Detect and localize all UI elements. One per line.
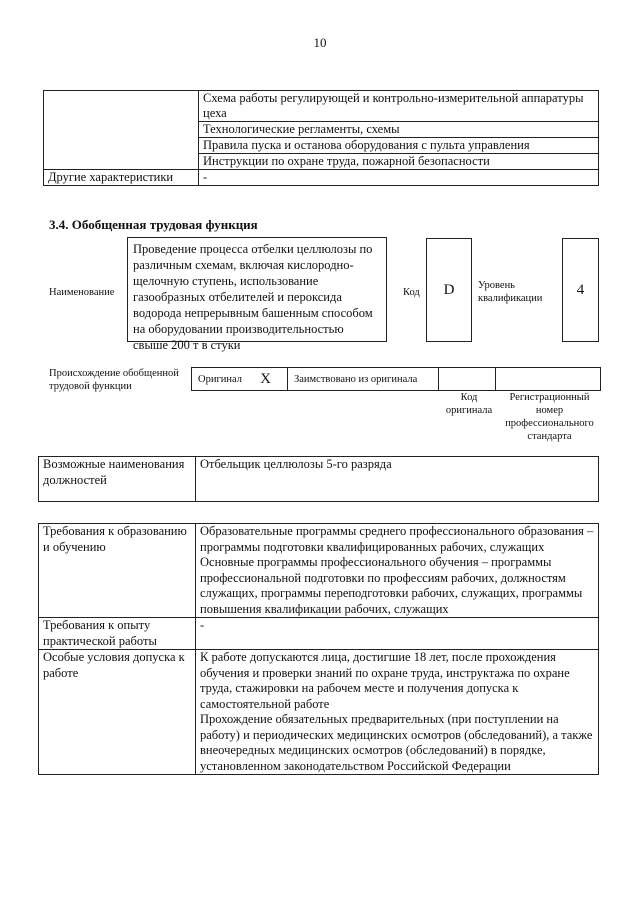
positions-label: Возможные наименования должностей [39, 457, 196, 502]
education-label: Требования к образованию и обучению [39, 524, 196, 618]
conditions-line: Прохождение обязательных предварительных (при поступлении на работу) и периодических медицинских осмотров (обследований), а также внеочередных медицинских осмотров (обследований) в порядке, установленном законодательством Российской Федерации [200, 712, 593, 773]
qualification-level-value: 4 [576, 281, 585, 298]
positions-value: Отбельщик целлюлозы 5-го разряда [196, 457, 599, 502]
conditions-label: Особые условия допуска к работе [39, 650, 196, 775]
requirements-table [38, 523, 599, 775]
code-value: D [443, 281, 455, 298]
section-title: 3.4. Обобщенная трудовая функция [49, 217, 258, 232]
original-cell [192, 368, 288, 390]
registration-number-cell [496, 368, 600, 390]
registration-number-caption: Регистрационный номер профессионального стандарта [505, 392, 594, 442]
original-code-caption: Код оригинала [445, 392, 493, 416]
function-name-value: Проведение процесса отбелки целлюлозы по различным схемам, включая кислородно-щелочную ступень, использование газообразных отбелителей и пероксида водорода непрерывным башенным способом на оборудовании производительностью свыше 200 т в стуки [133, 242, 373, 352]
code-label: Код [403, 287, 420, 298]
education-line: Основные программы профессионального обучения – программы профессиональной подготовки по профессиям рабочих, должностям служащих, программы переподготовки рабочих, служащих, программы повышения квалификации рабочих, служащих [200, 555, 583, 616]
page-number: 10 [313, 35, 327, 50]
knowledge-item: Схема работы регулирующей и контрольно-измерительной аппаратуры цеха [199, 91, 599, 122]
origin-label: Происхождение обобщенной трудовой функции [49, 368, 179, 392]
borrowed-label: Заимствовано из оригинала [294, 373, 418, 385]
origin-row [191, 367, 601, 391]
experience-label: Требования к опыту практической работы [39, 618, 196, 650]
qualification-level-label: Уровень квалификации [478, 280, 543, 304]
education-line: Образовательные программы среднего профессионального образования – программы подготовки квалифицированных рабочих, служащих [200, 524, 594, 554]
other-characteristics-value: - [199, 170, 599, 186]
conditions-cell [196, 650, 599, 775]
other-characteristics-label: Другие характеристики [44, 170, 199, 186]
knowledge-table [43, 90, 599, 186]
original-label: Оригинал [198, 373, 242, 385]
borrowed-cell [288, 368, 439, 390]
code-box [426, 238, 472, 342]
positions-table [38, 456, 599, 502]
function-name-box [127, 237, 387, 352]
knowledge-item: Инструкции по охране труда, пожарной безопасности [199, 154, 599, 170]
name-label: Наименование [49, 287, 115, 298]
experience-value: - [196, 618, 599, 650]
qualification-level-box [562, 238, 599, 342]
knowledge-item: Правила пуска и останова оборудования с пульта управления [199, 138, 599, 154]
knowledge-item: Технологические регламенты, схемы [199, 122, 599, 138]
empty-cell [44, 91, 199, 170]
original-code-cell [439, 368, 496, 390]
conditions-line: К работе допускаются лица, достигшие 18 лет, после прохождения обучения и проверки знаний по охране труда, инструктажа по охране труда, стажировки на рабочем месте и получения допуска к самостоятельной работе [200, 650, 570, 711]
original-mark: X [260, 370, 271, 387]
education-cell [196, 524, 599, 618]
